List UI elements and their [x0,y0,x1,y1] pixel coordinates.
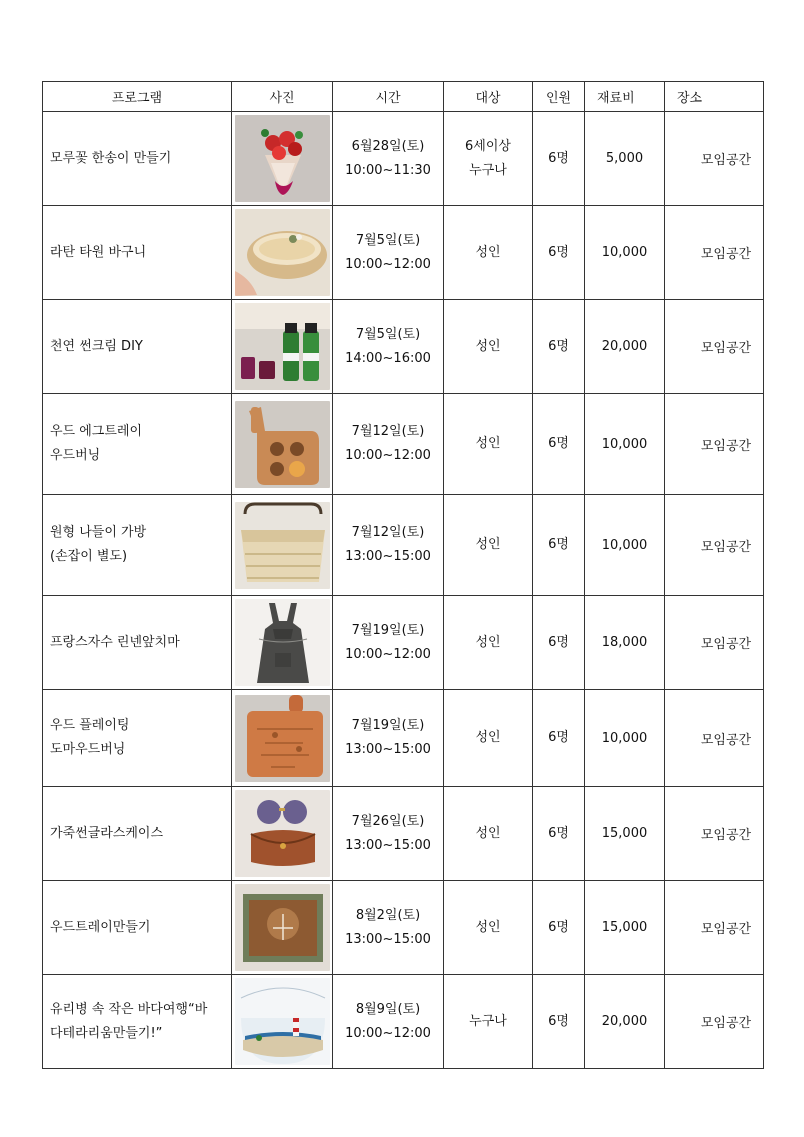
program-name-line: 천연 썬크림 DIY [50,338,143,354]
program-name-line: 가죽썬글라스케이스 [50,825,164,841]
target-cell [444,975,533,1069]
program-cell [43,112,232,206]
target-audience-line: 성인 [475,634,501,650]
session-time: 13:00~15:00 [345,837,431,853]
program-cell [43,206,232,300]
target-audience-line: 성인 [475,919,501,935]
time-cell [333,112,444,206]
program-name-line: 우드 플레이팅 [50,718,130,733]
header-place: 장소 [665,82,764,112]
capacity-cell: 6명 [533,112,585,206]
place-cell: 모임공간 [665,881,764,975]
program-cell [43,975,232,1069]
cutting-board-photo [235,695,330,782]
session-time: 13:00~15:00 [345,931,431,947]
fee-cell: 20,000 [585,975,665,1069]
table-row [43,881,764,975]
target-audience-line: 누구나 [469,1013,507,1029]
place-cell: 모임공간 [665,787,764,881]
header-capacity: 인원 [533,82,585,112]
header-program: 프로그램 [43,82,232,112]
fee-cell: 15,000 [585,787,665,881]
program-cell [43,690,232,787]
session-time: 10:00~12:00 [345,646,431,662]
program-cell [43,881,232,975]
linen-apron-photo [235,599,330,686]
table-row [43,206,764,300]
fee-cell: 18,000 [585,596,665,690]
wood-egg-tray-photo [235,401,330,488]
fee-cell: 10,000 [585,495,665,596]
program-name-line: 우드 에그트레이 [50,424,143,439]
time-cell [333,300,444,394]
place-cell: 모임공간 [665,690,764,787]
fee-cell: 10,000 [585,394,665,495]
program-cell [43,596,232,690]
place-cell: 모임공간 [665,300,764,394]
target-cell [444,300,533,394]
place-cell: 모임공간 [665,975,764,1069]
session-time: 14:00~16:00 [345,350,431,366]
rattan-basket-photo [235,209,330,296]
target-cell [444,206,533,300]
program-name-line: (손잡이 별도) [50,549,128,564]
session-time: 10:00~12:00 [345,1025,431,1041]
table-row [43,787,764,881]
capacity-cell: 6명 [533,596,585,690]
program-name-line: 다테라리움만들기!” [50,1025,163,1041]
capacity-cell: 6명 [533,300,585,394]
capacity-cell: 6명 [533,495,585,596]
target-audience-line: 누구나 [469,162,507,178]
fee-cell: 5,000 [585,112,665,206]
session-date: 8월2일(토) [355,907,421,923]
target-cell [444,112,533,206]
time-cell [333,975,444,1069]
session-time: 13:00~15:00 [345,549,431,564]
session-date: 7월26일(토) [351,813,425,829]
target-audience-line: 성인 [475,730,501,745]
target-cell [444,495,533,596]
capacity-cell: 6명 [533,690,585,787]
target-cell [444,787,533,881]
table-row [43,690,764,787]
place-cell: 모임공간 [665,394,764,495]
leather-case-photo [235,790,330,877]
target-audience-line: 6세이상 [465,138,511,154]
table-row [43,495,764,596]
table-row [43,975,764,1069]
wood-tray-photo [235,884,330,971]
photo-cell [232,495,333,596]
photo-cell [232,690,333,787]
fee-cell: 10,000 [585,206,665,300]
header-photo: 사진 [232,82,333,112]
target-cell [444,596,533,690]
target-cell [444,394,533,495]
header-fee: 재료비 [585,82,665,112]
target-cell [444,881,533,975]
time-cell [333,495,444,596]
target-audience-line: 성인 [475,244,501,260]
capacity-cell: 6명 [533,394,585,495]
fee-cell: 10,000 [585,690,665,787]
photo-cell [232,596,333,690]
fee-cell: 15,000 [585,881,665,975]
program-name-line: 유리병 속 작은 바다여행“바 [50,1001,208,1017]
photo-cell [232,787,333,881]
program-name-line: 우드트레이만들기 [50,919,151,935]
photo-cell [232,112,333,206]
program-cell [43,300,232,394]
capacity-cell: 6명 [533,975,585,1069]
program-name-line: 라탄 타원 바구니 [50,244,147,260]
program-cell [43,787,232,881]
session-time: 13:00~15:00 [345,742,431,757]
program-cell [43,394,232,495]
header-time: 시간 [333,82,444,112]
capacity-cell: 6명 [533,206,585,300]
table-header-row [43,82,764,112]
time-cell [333,394,444,495]
target-audience-line: 성인 [475,436,501,451]
program-name-line: 우드버닝 [50,448,101,463]
program-name-line: 도마우드버닝 [50,742,126,757]
photo-cell [232,206,333,300]
capacity-cell: 6명 [533,787,585,881]
place-cell: 모임공간 [665,596,764,690]
table-row [43,596,764,690]
table-row [43,300,764,394]
photo-cell [232,300,333,394]
target-audience-line: 성인 [475,537,501,552]
table-row [43,112,764,206]
time-cell [333,787,444,881]
target-audience-line: 성인 [475,825,501,841]
session-date: 7월5일(토) [355,326,421,342]
program-cell [43,495,232,596]
photo-cell [232,881,333,975]
capacity-cell: 6명 [533,881,585,975]
place-cell: 모임공간 [665,495,764,596]
photo-cell [232,975,333,1069]
program-name-line: 원형 나들이 가방 [50,525,147,540]
session-date: 7월5일(토) [355,232,421,248]
program-schedule-table [42,81,764,1069]
sea-terrarium-photo [235,978,330,1065]
program-name-line: 프랑스자수 린넨앞치마 [50,634,180,650]
fee-cell: 20,000 [585,300,665,394]
place-cell: 모임공간 [665,206,764,300]
table-row [43,394,764,495]
photo-cell [232,394,333,495]
time-cell [333,690,444,787]
session-date: 7월19일(토) [351,718,425,733]
session-time: 10:00~12:00 [345,448,431,463]
session-time: 10:00~12:00 [345,256,431,272]
sunscreen-bottles-photo [235,303,330,390]
session-time: 10:00~11:30 [345,162,431,178]
header-target: 대상 [444,82,533,112]
session-date: 8월9일(토) [355,1001,421,1017]
place-cell: 모임공간 [665,112,764,206]
time-cell [333,596,444,690]
target-audience-line: 성인 [475,338,501,354]
time-cell [333,881,444,975]
program-name-line: 모루꽃 한송이 만들기 [50,150,172,166]
rattan-bag-photo [235,502,330,589]
time-cell [333,206,444,300]
session-date: 7월19일(토) [351,622,425,638]
session-date: 6월28일(토) [351,138,425,154]
target-cell [444,690,533,787]
session-date: 7월12일(토) [351,525,425,540]
flower-bouquet-photo [235,115,330,202]
table-body [43,112,764,1069]
session-date: 7월12일(토) [351,424,425,439]
